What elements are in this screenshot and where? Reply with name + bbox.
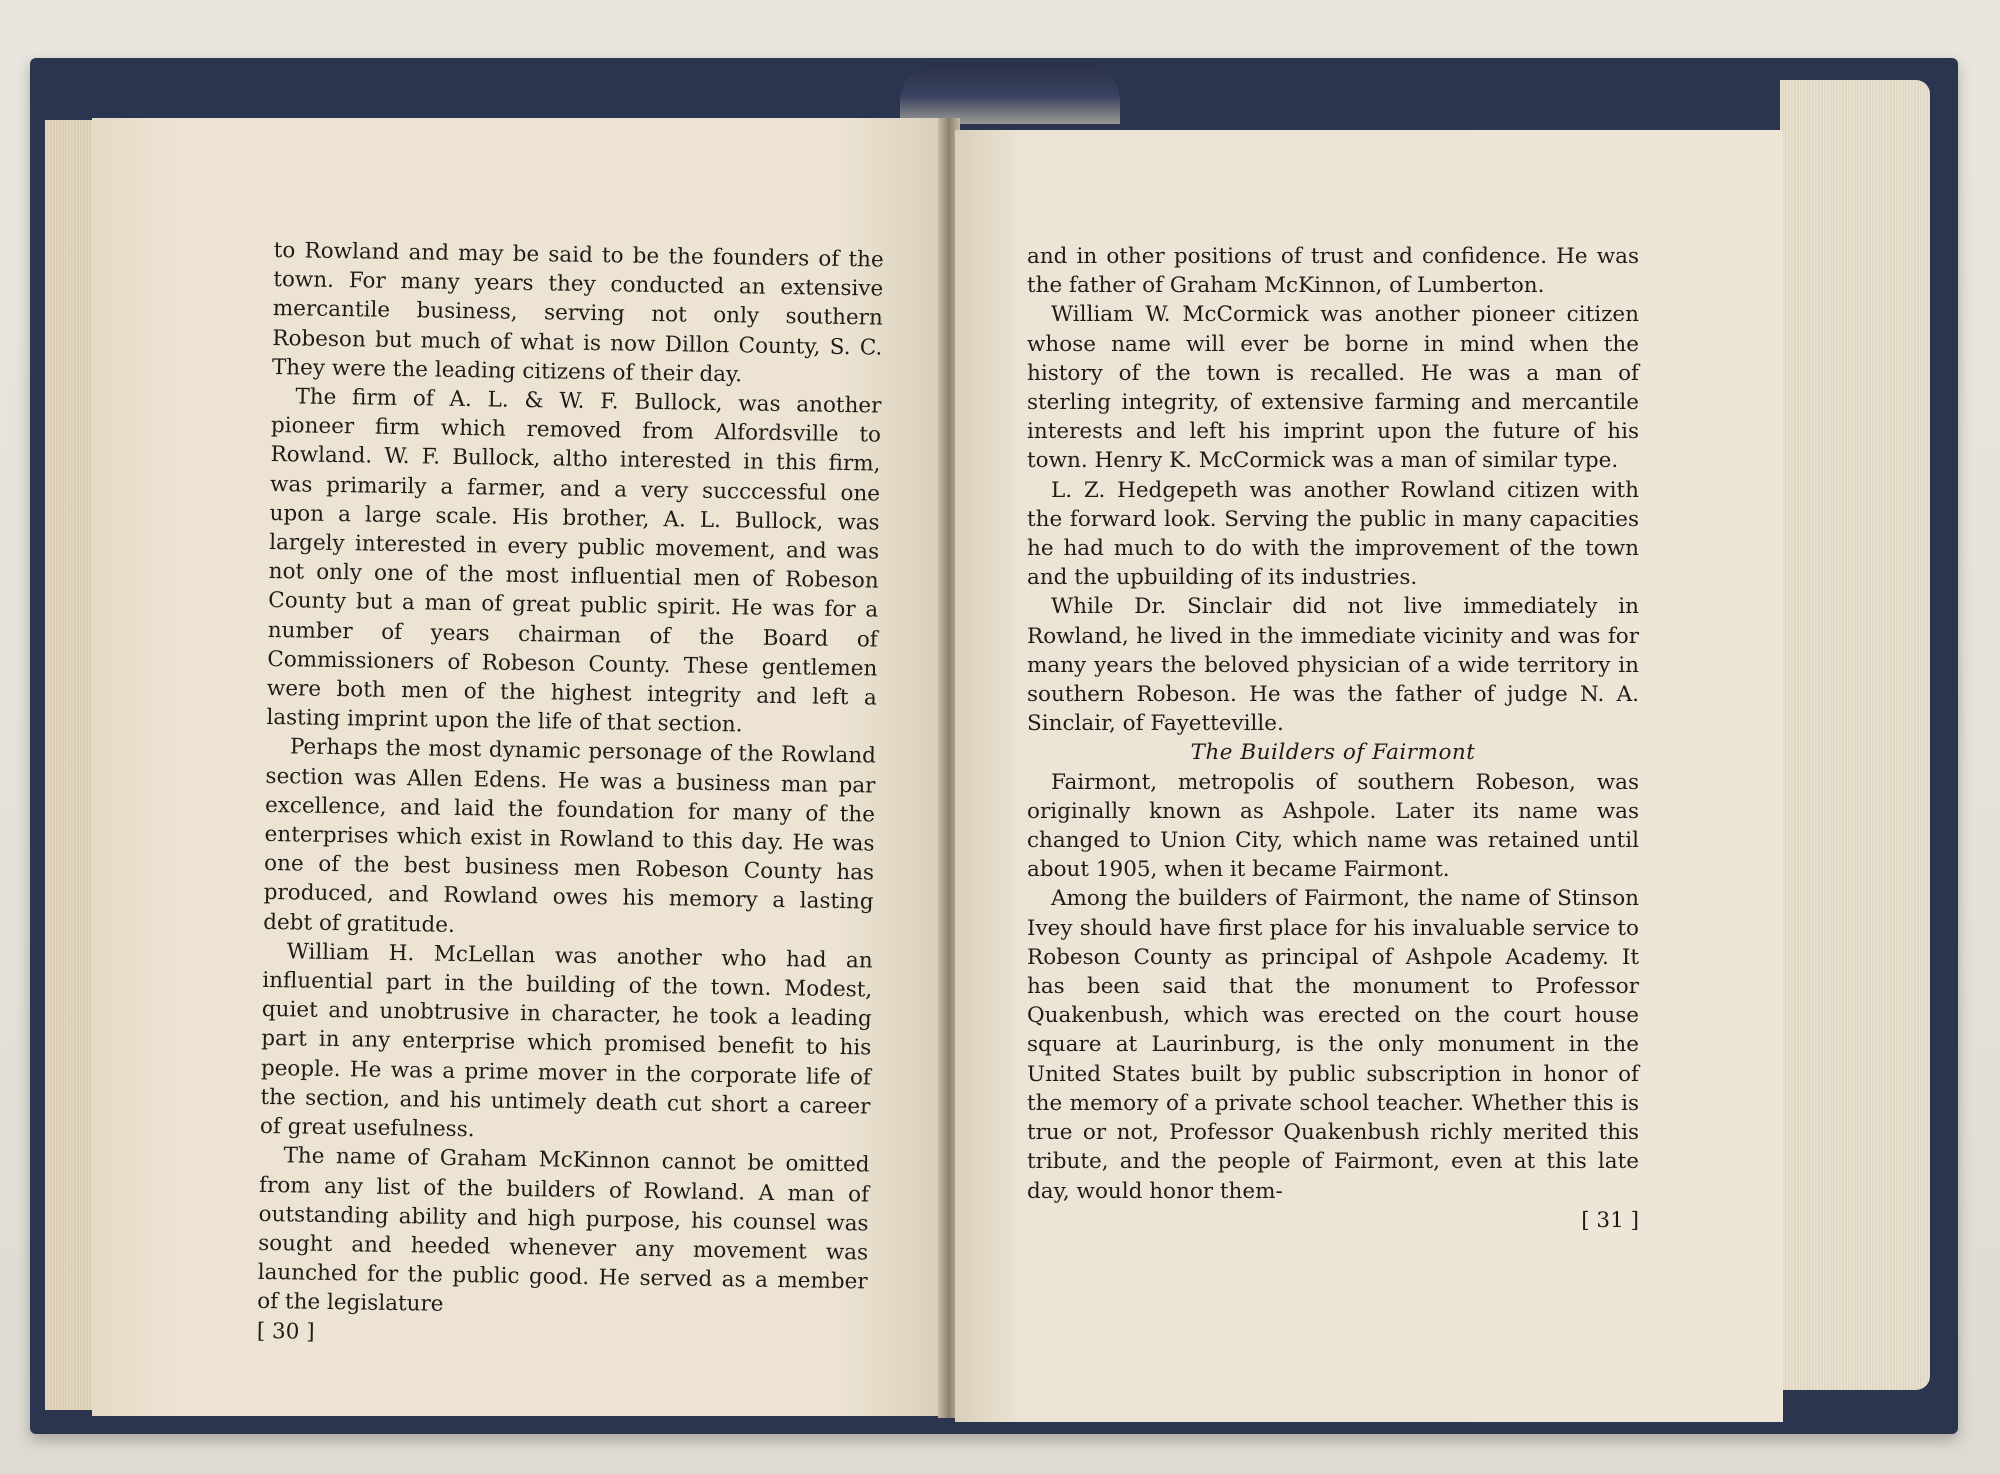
- right-page-number: [ 31 ]: [1581, 1207, 1639, 1233]
- right-page-text: [1027, 242, 1639, 1235]
- left-paragraph: The firm of A. L. & W. F. Bullock, was another pioneer firm which removed from Alfordsville to Rowland. W. F. Bullock, altho interested in this firm, was primarily a farmer, and a very succcessful one upon a large scale. His brother, A. L. Bullock, was largely interested in every public movement, and was not only one of the most influential men of Robeson County but a man of great public spirit. He was for a number of years chairman of the Board of Commissioners of Robeson County. These gentlemen were both men of the highest integrity and left a lasting imprint upon the life of that section.: [266, 384, 882, 738]
- right-page: [955, 130, 1783, 1422]
- left-page-text: [257, 236, 884, 1355]
- right-paragraph: L. Z. Hedgepeth was another Rowland citizen with the forward look. Serving the public in many capacities he had much to do with the improvement of the town and the upbuilding of its industries.: [1027, 477, 1639, 591]
- right-paragraph: Among the builders of Fairmont, the name of Stinson Ivey should have first place for his invaluable service to Robeson County as principal of Ashpole Academy. It has been said that the monument to Professor Quakenbush, which was erected on the court house square at Laurinburg, is the only monument in the United States built by public subscription in honor of the memory of a private school teacher. Whether this is true or not, Professor Quakenbush richly merited this tribute, and the people of Fairmont, even at this late day, would honor them-: [1027, 886, 1639, 1204]
- right-paragraph: and in other positions of trust and confidence. He was the father of Graham McKinnon, of Lumberton.: [1027, 244, 1639, 299]
- right-paragraph: Fairmont, metropolis of southern Robeson, was originally known as Ashpole. Later its name was changed to Union City, which name was retained until about 1905, when it became Fairmont.: [1027, 769, 1639, 883]
- right-page-edges: [1780, 80, 1930, 1390]
- left-paragraph: Perhaps the most dynamic personage of the Rowland section was Allen Edens. He was a business man par excellence, and laid the foundation for many of the enterprises which exist in Rowland to this day. He was one of the best business men Robeson County has produced, and Rowland owes his memory a lasting debt of gratitude.: [263, 734, 877, 938]
- left-page: [92, 118, 942, 1416]
- left-paragraph: William H. McLellan was another who had an influential part in the building of the town. Modest, quiet and unobtrusive in character, he took a leading part in any enterprise which promised benefit to his people. He was a prime mover in the corporate life of the section, and his untimely death cut short a career of great usefulness.: [259, 939, 873, 1143]
- right-paragraph: While Dr. Sinclair did not live immediately in Rowland, he lived in the immediate vicinity and was for many years the beloved physician of a wide territory in southern Robeson. He was the father of judge N. A. Sinclair, of Fayetteville.: [1027, 594, 1639, 737]
- right-paragraph: William W. McCormick was another pioneer citizen whose name will ever be borne in mind when the history of the town is recalled. He was a man of sterling integrity, of extensive farming and mercantile interests and left his imprint upon the future of his town. Henry K. McCormick was a man of similar type.: [1027, 302, 1639, 474]
- left-page-number: [ 30 ]: [256, 1318, 315, 1345]
- left-paragraph: to Rowland and may be said to be the founders of the town. For many years they conducted an extensive mercantile business, serving not only southern Robeson but much of what is now Dillon County, S. C. They were the leading citizens of their day.: [271, 237, 884, 388]
- left-paragraph: The name of Graham McKinnon cannot be omitted from any list of the builders of Rowland. A man of outstanding ability and high purpose, his counsel was sought and heeded whenever any movement was launched for the public good. He served as a member of the legislature: [257, 1143, 870, 1318]
- book-spine-headband: [900, 62, 1120, 124]
- section-heading: The Builders of Fairmont: [1190, 740, 1476, 766]
